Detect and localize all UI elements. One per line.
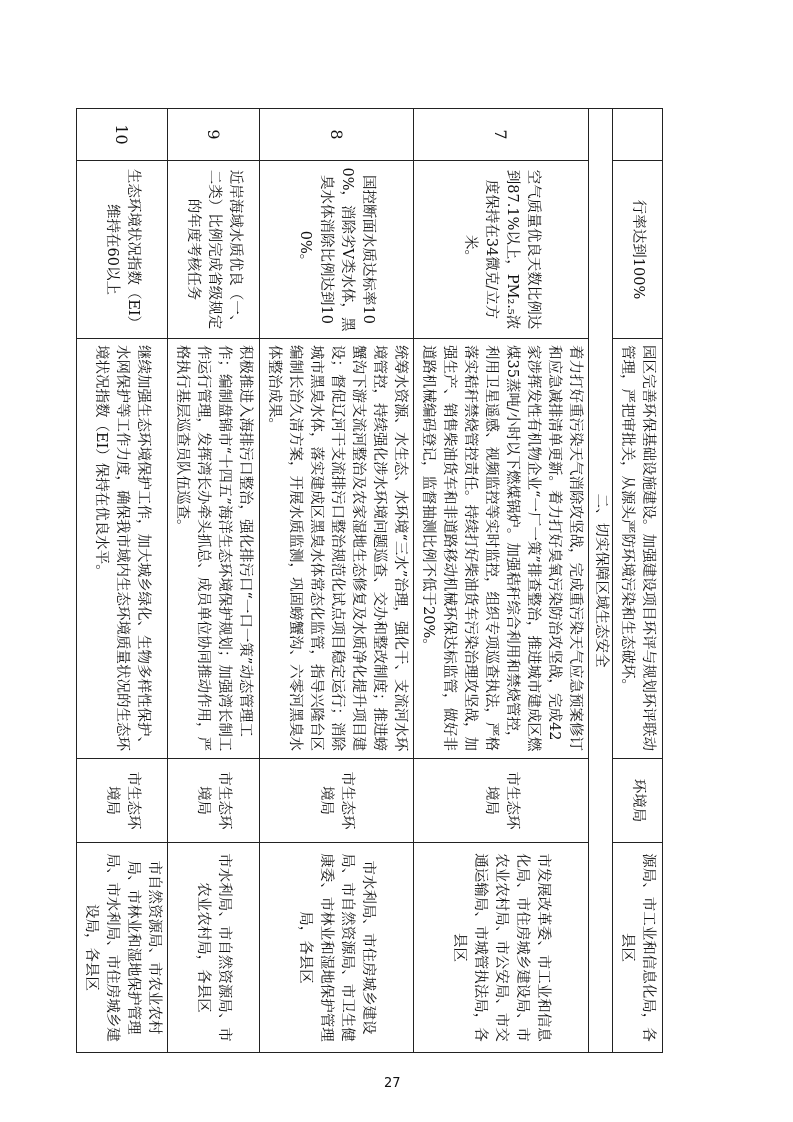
indicator-cell: 近岸海域水质优良（一、二类）比例完成省级规定的年度考核任务 bbox=[168, 161, 260, 339]
num-cell: 10 bbox=[77, 109, 168, 161]
table-row bbox=[613, 109, 663, 1053]
num-cell bbox=[613, 109, 663, 161]
page-number: 27 bbox=[384, 1076, 401, 1091]
partners-cell: 市自然资源局、市农业农村局、市林业和湿地保护管理局、市水利局、市住房城乡建设局，各县区 bbox=[77, 843, 168, 1053]
measures-cell: 着力打好重污染天气消除攻坚战，完成重污染天气应急预案修订和应急减排清单更新。着力打好臭氧污染防治攻坚战，完成42家涉挥发性有机物企业“一厂一策”排查整治，推进城市建成区燃煤35蒸吨/小时以下燃煤锅炉。加强秸秆综合利用和禁烧管控，利用卫星遥感、视频监控等实时监控，组织专项巡查执法，严格落实秸秆禁烧管控责任。持续打好柴油货车污染治理攻坚战，加强生产、销售柴油货车和非道路移动机械环保达标监管，做好非道路机械编码登记，监督抽测比例不低于20%。 bbox=[414, 339, 589, 759]
indicator-cell: 国控断面水质达标率100%，消除劣V类水体，黑臭水体消除比例达到100%。 bbox=[260, 161, 414, 339]
num-cell: 9 bbox=[168, 109, 260, 161]
indicator-cell: 行率达到100% bbox=[613, 161, 663, 339]
num-cell: 8 bbox=[260, 109, 414, 161]
table-row bbox=[260, 109, 414, 1053]
num-cell: 7 bbox=[414, 109, 589, 161]
measures-cell: 园区完善环保基础设施建设。加强建设项目环评与规划环评联动管理，严把审批关，从源头严防环境污染和生态破坏。 bbox=[613, 339, 663, 759]
partners-cell: 源局、市工业和信息化局，各县区 bbox=[613, 843, 663, 1053]
lead-cell: 市生态环境局 bbox=[77, 759, 168, 843]
lead-cell: 市生态环境局 bbox=[414, 759, 589, 843]
measures-cell: 积极推进入海排污口整治，强化排污口“一口一策”动态管理工作；编制盘锦市“十四五”海洋生态环境保护规划；加强湾长制工作运行管理，发挥湾长办牵头抓总、成员单位协同推动作用，严格执行基层巡查员队伍巡查。 bbox=[168, 339, 260, 759]
table-row bbox=[168, 109, 260, 1053]
measures-cell: 统筹水资源、水生态、水环境“三水”治理，强化干、支流河水环境管控，持续强化涉水环境问题巡查、交办和整改制度；推进螃蟹沟下游支流河整治及农家湿地生态修复及水质净化提升项目建设；督促辽河干支流排污口整治规范化试点项目稳定运行；消除城市黑臭水体，落实建成区黑臭水体常态化监管，指导兴隆台区编制长治久清方案，开展水质监测，巩固螃蟹沟、六零河黑臭水体整治成果。 bbox=[260, 339, 414, 759]
partners-cell: 市水利局、市住房城乡建设局、市自然资源局、市卫生健康委、市林业和湿地保护管理局，各县区 bbox=[260, 843, 414, 1053]
table-row bbox=[77, 109, 168, 1053]
lead-cell: 市生态环境局 bbox=[168, 759, 260, 843]
partners-cell: 市发展改革委、市工业和信息化局、市住房城乡建设局、市农业农村局、市公安局、市交通运输局、市城管执法局，各县区 bbox=[414, 843, 589, 1053]
section-row bbox=[589, 109, 613, 1053]
lead-cell: 环境局 bbox=[613, 759, 663, 843]
indicator-cell: 空气质量优良天数比例达到87.1%以上，PM₂.₅浓度保持在34微克/立方米。 bbox=[414, 161, 589, 339]
section-title: 二、切实保障区域生态安全 bbox=[589, 109, 613, 1053]
landscape-page bbox=[80, 108, 663, 1052]
table-row bbox=[414, 109, 589, 1053]
indicator-cell: 生态环境状况指数（EI）维持在60以上 bbox=[77, 161, 168, 339]
task-table bbox=[76, 108, 663, 1053]
measures-cell: 继续加强生态环境保护工作，加大城乡绿化、生物多样性保护、水网保护等工作力度，确保我市域内生态环境质量状况的生态环境状况指数（EI）保持在优良水平。 bbox=[77, 339, 168, 759]
lead-cell: 市生态环境局 bbox=[260, 759, 414, 843]
rotated-table-frame bbox=[80, 108, 663, 1052]
partners-cell: 市水利局、市自然资源局、市农业农村局，各县区 bbox=[168, 843, 260, 1053]
